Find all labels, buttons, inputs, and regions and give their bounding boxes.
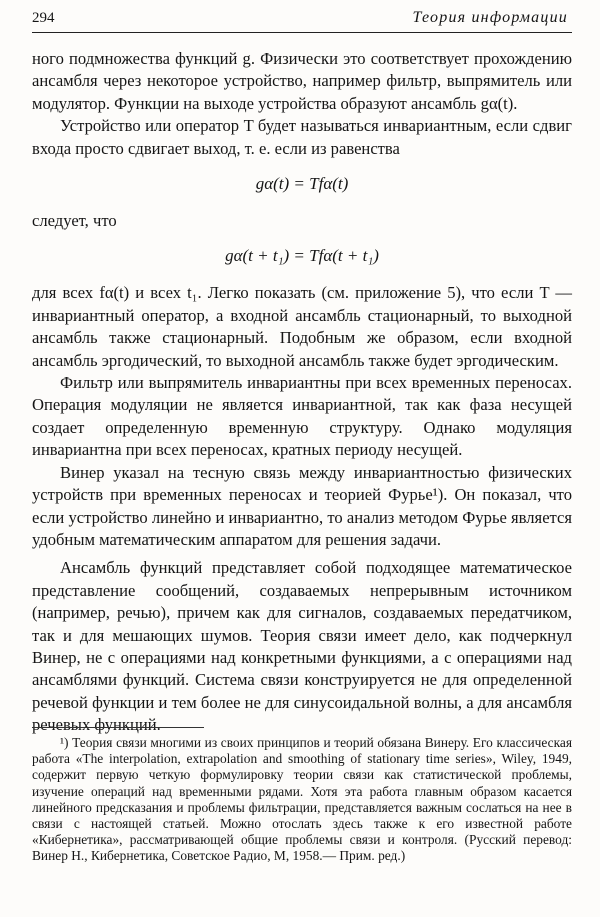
paragraph-6: Винер указал на тесную связь между инвариантностью физических устройств при временных переносах и теорией Фурье¹). Он показал, что если устройство линейно и инвариантно, то анализ методом Фурье является удобным математическим аппаратом для решения задачи. — [32, 462, 573, 549]
page-number: 294 — [32, 10, 55, 26]
paragraph-3: следует, что — [32, 211, 117, 231]
formula-2: gα(t + t₁) = Tfα(t + t₁) — [225, 246, 379, 266]
footnote-text: ¹) Теория связи многими из своих принципов и теорий обязана Винеру. Его классическая работа «The interpolation, extrapolation and smoothing of stationary time series», Wiley, 1949, содержит первую четкую формулировку теории связи как статистической проблемы, изучение операций над временными рядами. Хотя эта работа главным образом касается линейного предсказания и проблемы фильтрации, представляется важным сослаться на нее в связи с настоящей статьей. Можно отослать здесь также к его известной работе «Кибернетика», рассматривающей общие проблемы связи и контроля. (Русский перевод: Винер Н., Кибернетика, Советское Радио, М, 1958.— Прим. ред.) — [32, 735, 572, 864]
main-text — [32, 48, 572, 737]
paragraph-1: ного подмножества функций g. Физически это соответствует прохождению ансамбля через некоторое устройство, например фильтр, выпрямитель или модулятор. Функции на выходе устройства образуют ансамбль gα(t). — [32, 49, 572, 113]
paragraph-4: для всех fα(t) и всех t₁. Легко показать (см. приложение 5), что если T — инвариантный оператор, а входной ансамбль стационарный, то выходной ансамбль также стационарный. Подобным же образом, если входной ансамбль эргодический, то выходной ансамбль также будет эргодическим. — [32, 283, 572, 370]
paragraph-5: Фильтр или выпрямитель инвариантны при всех временных переносах. Операция модуляции не является инвариантной, так как фаза несущей создает определенную временную структуру. Однако модуляция инвариантна при всех переносах, кратных периоду несущей. — [32, 373, 572, 460]
running-header — [32, 6, 572, 33]
footnote — [32, 735, 572, 865]
paragraph-7: Ансамбль функций представляет собой подходящее математическое представление сообщений, создаваемых непрерывным источником (например, речью), причем как для сигналов, создаваемых передатчиком, так и для мешающих шумов. Теория связи имеет дело, как подчеркнул Винер, не с операциями над конкретными функциями, а с операциями над ансамблями функций. Система связи конструируется не для определенной речевой функции и тем более не для синусоидальной волны, а для ансамбля речевых функций. — [32, 558, 572, 735]
footnote-separator — [32, 727, 204, 728]
formula-1: gα(t) = Tfα(t) — [255, 174, 349, 194]
running-title: Теория информации — [412, 9, 568, 26]
paragraph-2: Устройство или оператор T будет называться инвариантным, если сдвиг входа просто сдвигает выход, т. е. если из равенства — [32, 116, 572, 158]
